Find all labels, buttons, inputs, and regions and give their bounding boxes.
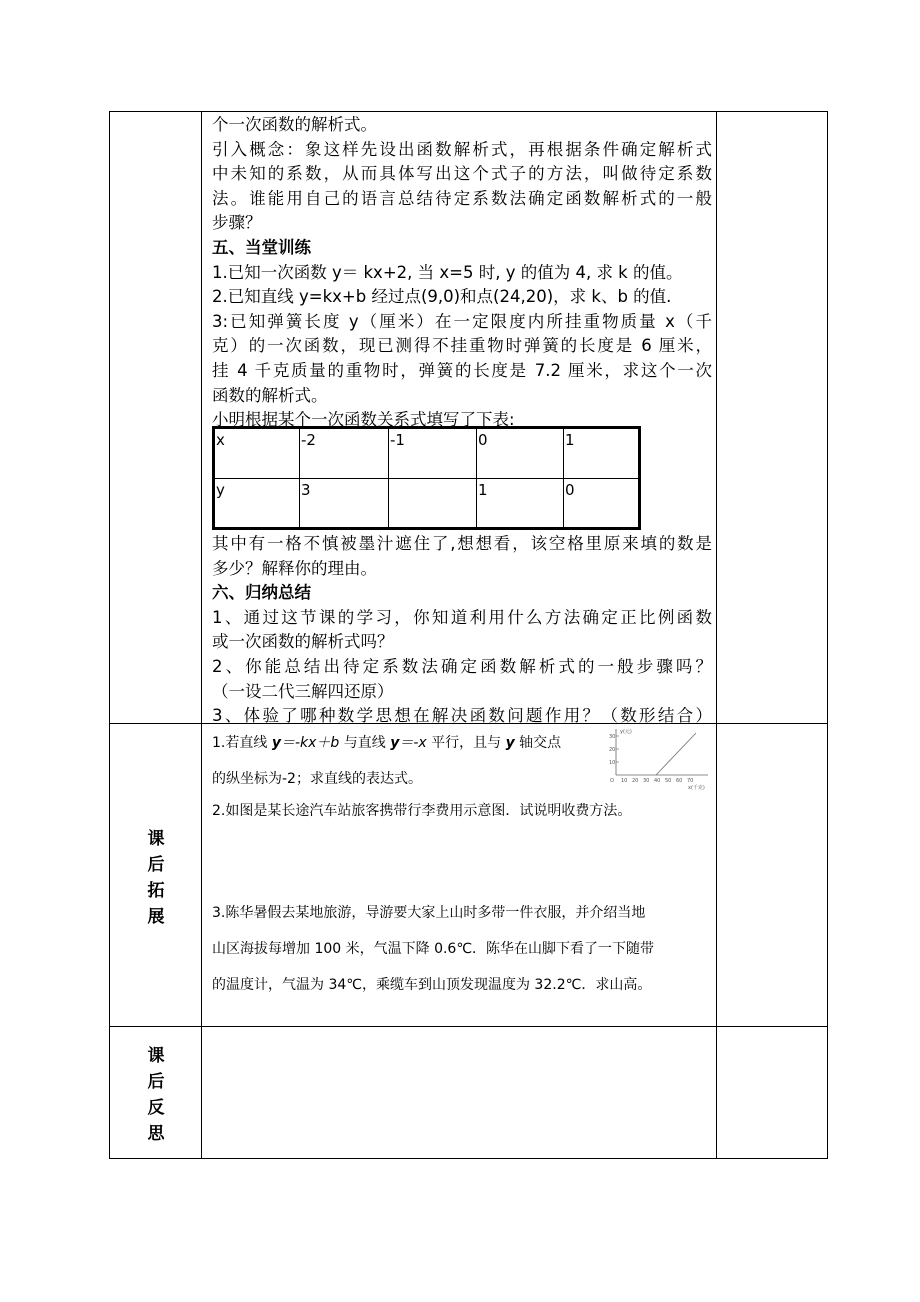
extension-q3-line: 山区海拔每增加 100 米，气温下降 0.6℃．陈华在山脚下看了一下随带: [212, 941, 655, 957]
text-line: 引入概念：象这样先设出函数解析式，再根据条件确定解析式: [212, 139, 712, 159]
column-divider-left: [201, 111, 202, 1159]
y-tick-label: 10: [609, 760, 616, 766]
q1-prefix: 1.若直线: [212, 735, 272, 751]
summary-line: 2、你能总结出待定系数法确定函数解析式的一般步骤吗？: [212, 656, 712, 676]
x-tick-label: 70: [687, 778, 694, 784]
table-cell: -1: [389, 428, 477, 479]
reflection-label: [141, 1043, 171, 1147]
q1-tail: 平行，且与: [426, 735, 506, 751]
q1-end: 轴交点: [514, 735, 562, 751]
section-heading: 五、当堂训练: [212, 237, 311, 257]
exercise-line: 挂 4 千克质量的重物时，弹簧的长度是 7.2 厘米，求这个一次: [212, 360, 712, 380]
label-char: 拓: [147, 881, 165, 901]
exercise-line: 函数的解析式。: [212, 385, 328, 405]
exercise-line: 克）的一次函数，现已测得不挂重物时弹簧的长度是 6 厘米，: [212, 336, 712, 356]
q1-eq1: ＝-kx＋b: [280, 735, 340, 751]
table-cell: 0: [477, 428, 564, 479]
q1-var: y: [390, 735, 400, 751]
extension-q1-line1: [212, 733, 561, 753]
xy-value-table: [212, 426, 641, 530]
summary-line: 3、体验了哪种数学思想在解决函数问题作用？（数形结合）: [212, 706, 712, 726]
x-tick-label: 40: [654, 778, 661, 784]
x-tick-label: 50: [665, 778, 672, 784]
x-axis-label: x(千克): [688, 785, 705, 791]
table-cell: -2: [300, 428, 389, 479]
row-divider-2: [109, 1026, 828, 1027]
extension-q3-line: 的温度计，气温为 34℃，乘缆车到山顶发现温度为 32.2℃．求山高。: [212, 977, 652, 993]
text-line: 中未知的系数，从而具体写出这个式子的方法，叫做待定系数: [212, 164, 712, 184]
table-cell: 0: [564, 478, 640, 529]
extension-q2: 2.如图是某长途汽车站旅客携带行李费用示意图．试说明收费方法。: [212, 803, 632, 819]
label-char: 后: [147, 1072, 165, 1092]
q1-axis: y: [505, 735, 515, 751]
column-divider-right: [716, 111, 717, 1159]
y-axis-label: y(元): [620, 729, 632, 735]
table-cell: 3: [300, 478, 389, 529]
table-row: [214, 428, 640, 479]
summary-line: 1、通过这节课的学习，你知道利用什么方法确定正比例函数: [212, 607, 712, 627]
table-cell: 1: [477, 478, 564, 529]
q1-eq2: ＝-x: [399, 735, 427, 751]
exercise-line: 2.已知直线 y=kx+b 经过点(9,0)和点(24,20)，求 k、b 的值.: [212, 287, 672, 307]
exercise-line: 1.已知一次函数 y＝ kx+2, 当 x=5 时, y 的值为 4, 求 k 的值。: [212, 262, 683, 282]
y-tick-label: 30: [609, 734, 616, 740]
label-char: 展: [147, 907, 165, 927]
label-char: 课: [147, 1046, 165, 1066]
text-line: 多少？解释你的理由。: [212, 558, 377, 578]
text-line: 个一次函数的解析式。: [212, 115, 377, 134]
extension-q1-line2: 的纵坐标为-2；求直线的表达式。: [212, 771, 422, 787]
x-tick-label: 20: [632, 778, 639, 784]
table-row: [214, 478, 640, 529]
text-line: 法。谁能用自己的语言总结待定系数法确定函数解析式的一般: [212, 188, 712, 208]
table-cell: 1: [564, 428, 640, 479]
extension-q3-line: 3.陈华暑假去某地旅游，导游要大家上山时多带一件衣服，并介绍当地: [212, 905, 646, 921]
label-char: 课: [147, 829, 165, 849]
luggage-fee-graph: [604, 727, 712, 793]
text-line: 其中有一格不慎被墨汁遮住了,想想看，该空格里原来填的数是: [212, 534, 712, 553]
q1-mid: 与直线: [339, 735, 391, 751]
q1-var: y: [271, 735, 281, 751]
extension-label: [141, 826, 171, 930]
text-line: 步骤？: [212, 213, 262, 233]
y-tick-label: 20: [609, 747, 616, 753]
label-char: 思: [147, 1124, 165, 1144]
summary-line: （一设二代三解四还原）: [212, 681, 394, 701]
exercise-line: 小明根据某个一次函数关系式填写了下表:: [212, 410, 515, 430]
x-tick-label: 30: [643, 778, 650, 784]
main-content: [212, 113, 712, 433]
section-heading: 六、归纳总结: [212, 583, 311, 603]
table-cell: y: [214, 478, 300, 529]
table-cell-blank: [389, 478, 477, 529]
exercise-line: 3:已知弹簧长度 y（厘米）在一定限度内所挂重物质量 x（千: [212, 311, 712, 331]
label-char: 反: [147, 1098, 165, 1118]
fee-line: [656, 733, 696, 775]
x-tick-label: 60: [676, 778, 683, 784]
origin-label: O: [610, 778, 614, 784]
after-table-content: [212, 532, 712, 729]
summary-line: 或一次函数的解析式吗？: [212, 632, 394, 652]
label-char: 后: [147, 855, 165, 875]
table-cell: x: [214, 428, 300, 479]
x-tick-label: 10: [621, 778, 628, 784]
